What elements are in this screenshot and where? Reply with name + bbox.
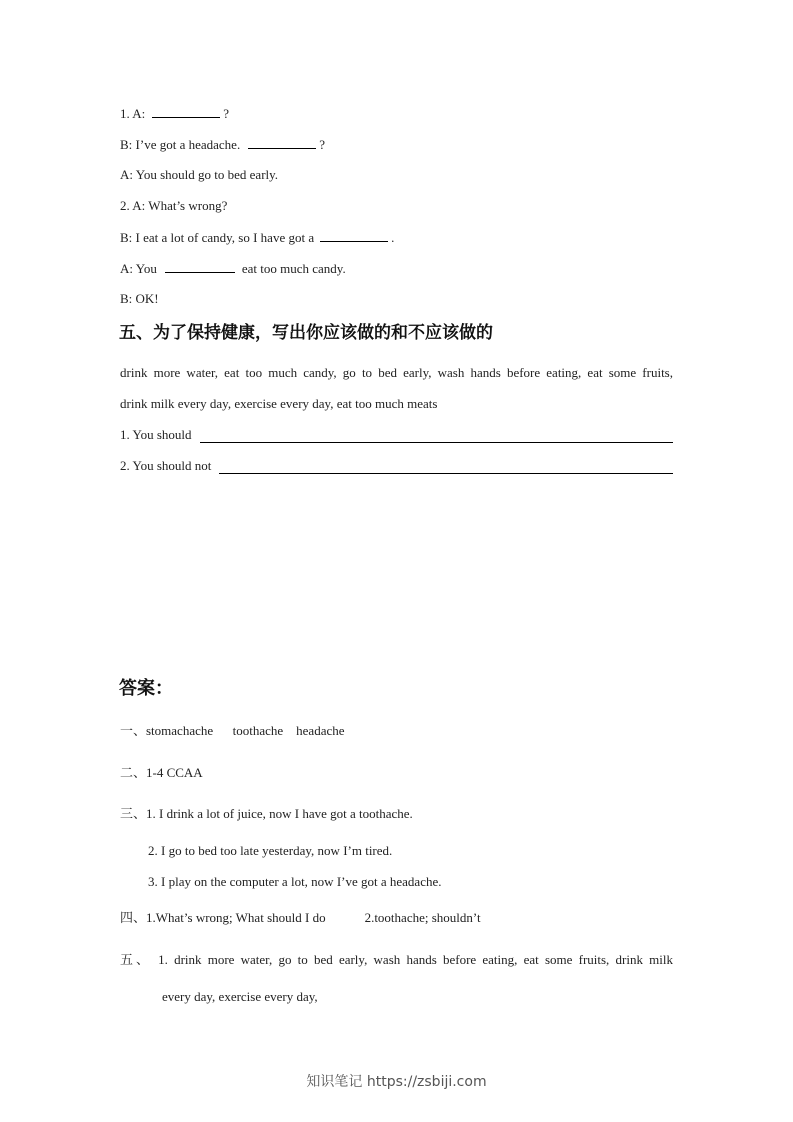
should-answer-line[interactable] (200, 430, 673, 443)
answer-blank[interactable] (152, 105, 220, 118)
section5-heading: 五、为了保持健康，写出你应该做的和不应该做的 (119, 323, 493, 343)
period: . (391, 230, 395, 245)
dialogue2-line2 (120, 229, 394, 246)
dialogue1-line2-prefix: B: I’ve got a headache. (120, 137, 241, 152)
footer-watermark: 知识笔记 https://zsbiji.com (306, 1074, 487, 1090)
should-not-row (120, 458, 673, 474)
dialogue1-line3: A: You should go to bed early. (120, 167, 279, 182)
answer-blank[interactable] (165, 260, 235, 273)
dialogue1-line1-prefix: 1. A: (120, 106, 146, 121)
answer-4: 四、1.What’s wrong; What should I do 2.toothache; shouldn’t (120, 910, 481, 925)
should-not-label: 2. You should not (120, 458, 212, 473)
answer-5-1: 五、 1. drink more water, go to bed early, wash hands before eating, eat some fruits, drink milk (120, 952, 673, 967)
should-not-answer-line[interactable] (219, 461, 673, 474)
dialogue2-line3-suffix: eat too much candy. (241, 261, 346, 276)
question-mark: ? (319, 137, 325, 152)
answer-5-2: every day, exercise every day, (162, 989, 318, 1004)
answer-3-2: 2. I go to bed too late yesterday, now I’m tired. (148, 843, 393, 858)
question-mark: ? (223, 106, 230, 121)
answer-3-1: 三、1. I drink a lot of juice, now I have got a toothache. (120, 806, 413, 821)
dialogue2-line3 (120, 260, 346, 277)
dialogue2-line4: B: OK! (120, 291, 159, 306)
word-bank-line2: drink milk every day, exercise every day, eat too much meats (120, 396, 438, 411)
dialogue1-line2 (120, 136, 325, 153)
dialogue2-line1: 2. A: What’s wrong? (120, 198, 228, 213)
should-row (120, 427, 673, 443)
answers-heading: 答案： (119, 678, 173, 699)
dialogue2-line3-prefix: A: You (120, 261, 157, 276)
answer-2: 二、1-4 CCAA (120, 765, 203, 780)
dialogue2-line2-prefix: B: I eat a lot of candy, so I have got a (120, 230, 315, 245)
answer-3-3: 3. I play on the computer a lot, now I’ve got a headache. (148, 874, 442, 889)
answer-blank[interactable] (248, 136, 316, 149)
should-label: 1. You should (120, 427, 192, 442)
answer-1: 一、stomachache toothache headache (120, 723, 345, 738)
word-bank-line1: drink more water, eat too much candy, go to bed early, wash hands before eating, eat some fruits, (120, 365, 673, 380)
dialogue1-line1 (120, 105, 229, 122)
answer-blank[interactable] (320, 229, 388, 242)
